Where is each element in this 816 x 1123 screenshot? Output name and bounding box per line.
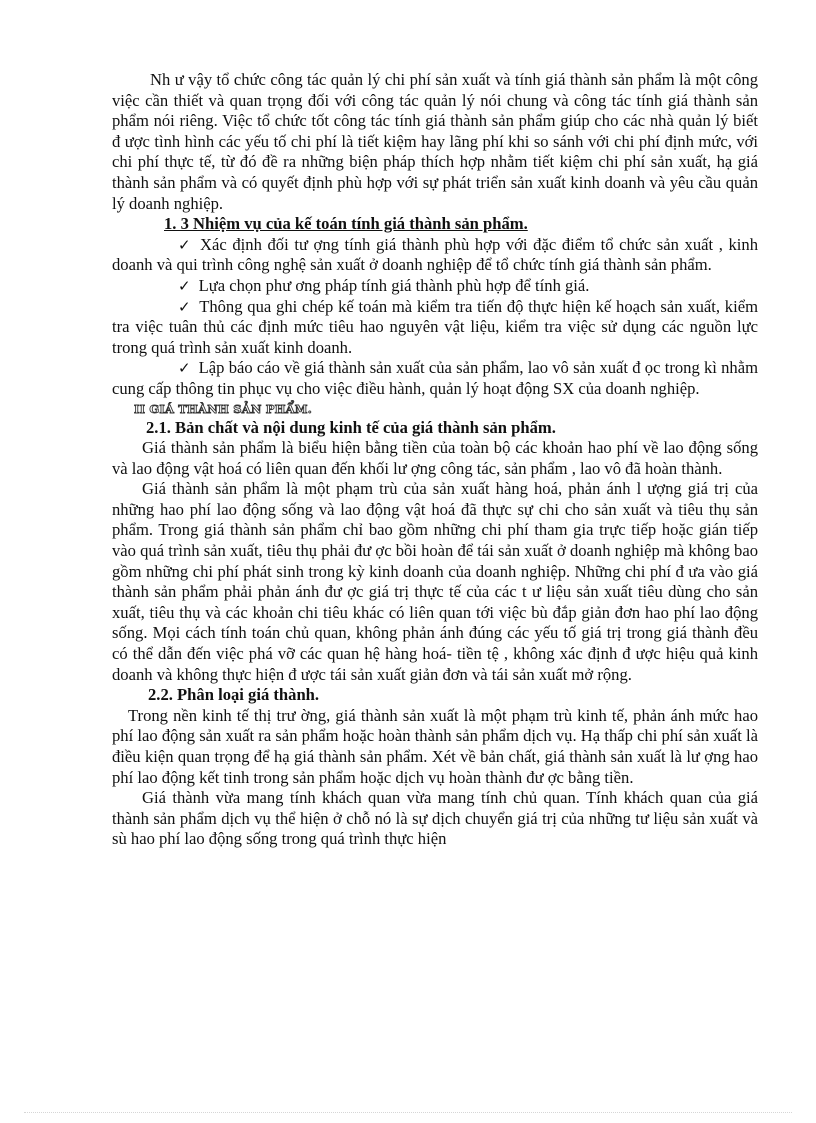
task-item bbox=[112, 235, 758, 276]
intro-paragraph: Nh ư vậy tổ chức công tác quản lý chi phí sản xuất và tính giá thành sản phẩm là một công việc cần thiết và quan trọng đối với công tác quản lý nói chung và công tác tính giá thành sản phẩm nói riêng. Việc tổ chức tốt công tác tính giá thành sản phẩm giúp cho các nhà quản lý biết đ ược tình hình các yếu tố chi phí là tiết kiệm hay lãng phí khi so sánh với chi phí định mức, với chi phí thực tế, từ đó đề ra những biện pháp thích hợp nhằm tiết kiệm chi phí sản xuất, hạ giá thành sản phẩm và có quyết định phù hợp với sự phát triển sản xuất kinh doanh và yêu cầu quản lý doanh nghiệp. bbox=[112, 70, 758, 213]
paragraph-2-1-a: Giá thành sản phẩm là biểu hiện bằng tiền của toàn bộ các khoản hao phí về lao động sống và lao động vật hoá có liên quan đến khối lư ợng công tác, sản phẩm , lao vô đã hoàn thành. bbox=[112, 438, 758, 478]
task-text: Thông qua ghi chép kế toán mà kiểm tra tiến độ thực hiện kế hoạch sản xuất, kiểm tra việc tuân thủ các định mức tiêu hao nguyên vật liệu, kiểm tra việc sử dụng các nguồn lực trong quá trình sản xuất kinh doanh. bbox=[112, 296, 758, 357]
task-text: Lựa chọn phư ơng pháp tính giá thành phù hợp để tính giá. bbox=[198, 275, 590, 295]
section-ii-heading: II GIÁ THÀNH SẢN PHẨM. bbox=[134, 401, 312, 416]
checkmark-icon: ✓ bbox=[178, 359, 191, 378]
task-text: Lập báo cáo về giá thành sản xuất của sản phẩm, lao vô sản xuất đ ọc trong kì nhằm cung cấp thông tin phục vụ cho việc điều hành, quản lý hoạt động SX của doanh nghiệp. bbox=[112, 358, 758, 398]
heading-2-2: 2.2. Phân loại giá thành. bbox=[148, 685, 320, 705]
paragraph-2-2-b: Giá thành vừa mang tính khách quan vừa mang tính chủ quan. Tính khách quan của giá thành sản phẩm dịch vụ thể hiện ở chỗ nó là sự dịch chuyển giá trị của những tư liệu sản xuất và sù hao phí lao động sống trong quá trình thực hiện bbox=[112, 788, 758, 849]
paragraph-2-1-b: Giá thành sản phẩm là một phạm trù của sản xuất hàng hoá, phản ánh l ượng giá trị của những hao phí lao động sống và lao động vật hoá đã thực sự chi cho sản xuất và tiêu thụ sản phẩm. Trong giá thành sản phẩm chỉ bao gồm những chi phí tham gia trực tiếp hoặc gián tiếp vào quá trình sản xuất, tiêu thụ phải đư ợc bồi hoàn để tái sản xuất ở doanh nghiệp mà không bao gồm những chi phí phát sinh trong kỳ kinh doanh của doanh nghiệp. Những chi phí đ ưa vào giá thành sản phẩm phải phản ánh đư ợc giá trị thực tế của các t ư liệu sản xuất tiêu dùng cho sản xuất, tiêu thụ và các khoản chi tiêu khác có liên quan tới việc bù đắp giản đơn hao phí lao động sống. Mọi cách tính toán chủ quan, không phản ánh đúng các yếu tố giá trị trong giá thành đều có thể dẫn đến việc phá vỡ các quan hệ hàng hoá- tiền tệ , không xác định đ ược hiệu quả kinh doanh và không thực hiện đ ược tái sản xuất giản đơn và tái sản xuất mở rộng. bbox=[112, 479, 758, 684]
checkmark-icon: ✓ bbox=[178, 297, 192, 316]
task-item bbox=[112, 297, 758, 359]
page-bottom-divider bbox=[24, 1112, 792, 1113]
document-page bbox=[112, 70, 758, 850]
task-text: Xác định đối tư ợng tính giá thành phù hợp với đặc điểm tổ chức sản xuất , kinh doanh và qui trình công nghệ sản xuất ở doanh nghiệp để tổ chức tính giá thành sản phẩm. bbox=[112, 234, 758, 275]
checkmark-icon: ✓ bbox=[178, 235, 193, 254]
checkmark-icon: ✓ bbox=[178, 276, 191, 295]
task-item bbox=[112, 358, 758, 399]
heading-1-3: 1. 3 Nhiệm vụ của kế toán tính giá thành sản phẩm. bbox=[164, 214, 528, 234]
task-item bbox=[112, 276, 758, 297]
heading-2-1: 2.1. Bản chất và nội dung kinh tế của giá thành sản phẩm. bbox=[146, 417, 556, 437]
paragraph-2-2-a: Trong nền kinh tế thị trư ờng, giá thành sản xuất là một phạm trù kinh tế, phản ánh mức hao phí lao động sản xuất ra sản phẩm hoặc hoàn thành sản phẩm dịch vụ. Hạ thấp chi phí sản xuất là điều kiện quan trọng để hạ giá thành sản phẩm. Xét về bản chất, giá thành sản xuất là lư ợng hao phí lao động kết tinh trong sản phẩm hoặc dịch vụ hoàn thành đư ợc bằng tiền. bbox=[112, 705, 758, 787]
